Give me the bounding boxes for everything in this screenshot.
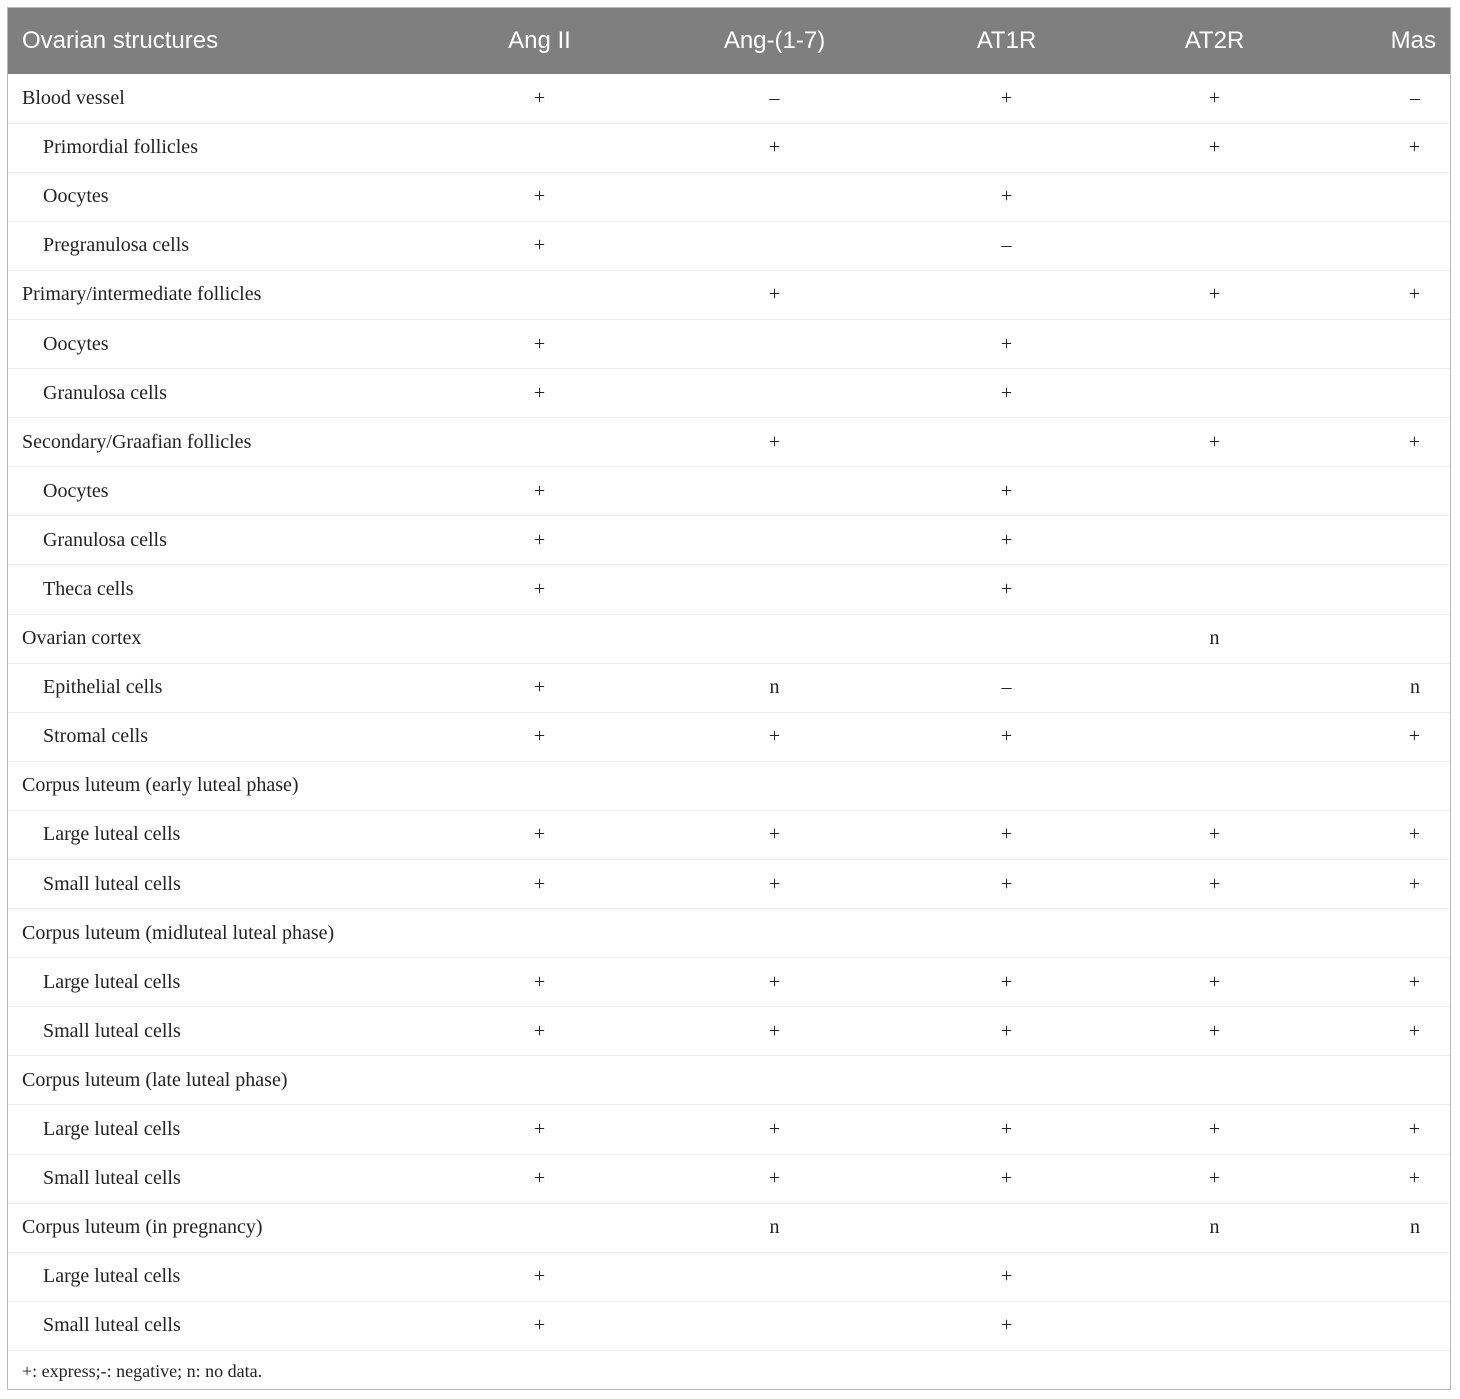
cell-ang-ii — [422, 1203, 657, 1252]
cell-ang-ii: + — [533, 1265, 546, 1288]
cell-at2r — [1121, 565, 1308, 614]
cell-ang-ii: + — [533, 725, 546, 748]
header-mas: Mas — [1390, 27, 1436, 54]
cell-at2r: + — [1208, 872, 1221, 895]
cell-at1r — [892, 1056, 1121, 1105]
cell-at2r: n — [1209, 1216, 1220, 1239]
cell-at2r: + — [1208, 1167, 1221, 1190]
table-row — [8, 565, 1450, 614]
cell-ang-1-7: + — [768, 430, 781, 453]
table-row — [8, 860, 1450, 909]
cell-at1r: + — [1000, 479, 1013, 502]
row-label: Stromal cells — [43, 725, 148, 748]
cell-at1r: + — [1000, 970, 1013, 993]
row-label: Primordial follicles — [43, 136, 198, 159]
cell-at2r — [1121, 221, 1308, 270]
header-ang-1-7: Ang-(1-7) — [723, 27, 826, 54]
table-row — [8, 614, 1450, 663]
table-row — [8, 1252, 1450, 1301]
cell-ang-ii: + — [533, 1118, 546, 1141]
cell-at2r — [1121, 1252, 1308, 1301]
cell-ang-ii: + — [533, 381, 546, 404]
cell-at1r: + — [1000, 332, 1013, 355]
cell-ang-ii: + — [533, 676, 546, 699]
row-label: Secondary/Graafian follicles — [22, 430, 252, 453]
row-label: Oocytes — [43, 479, 109, 502]
cell-at2r — [1121, 663, 1308, 712]
cell-ang-ii: + — [533, 823, 546, 846]
table-row — [8, 1203, 1450, 1252]
table-row — [8, 761, 1450, 810]
cell-ang-ii — [422, 418, 657, 467]
header-at1r: AT1R — [976, 27, 1037, 54]
cell-at2r — [1121, 369, 1308, 418]
cell-at2r: + — [1208, 136, 1221, 159]
cell-mas — [1308, 909, 1450, 958]
cell-ang-1-7: + — [768, 725, 781, 748]
cell-ang-ii: + — [533, 970, 546, 993]
cell-mas: + — [1408, 136, 1420, 159]
table-row — [8, 712, 1450, 761]
cell-ang-ii: + — [533, 577, 546, 600]
header-ovarian-structures: Ovarian structures — [22, 27, 219, 54]
cell-mas: + — [1408, 283, 1420, 306]
cell-at1r: + — [1000, 823, 1013, 846]
cell-mas — [1308, 319, 1450, 368]
table-row — [8, 1154, 1450, 1203]
table-row — [8, 418, 1450, 467]
row-label: Granulosa cells — [43, 381, 167, 404]
cell-ang-1-7 — [657, 1056, 892, 1105]
cell-ang-ii: + — [533, 332, 546, 355]
table-row — [8, 1301, 1450, 1350]
table-row — [8, 74, 1450, 123]
cell-ang-1-7 — [657, 761, 892, 810]
cell-at2r — [1121, 319, 1308, 368]
cell-at1r: + — [1000, 1167, 1013, 1190]
cell-at1r — [892, 614, 1121, 663]
cell-ang-ii: + — [533, 528, 546, 551]
table-row — [8, 123, 1450, 172]
cell-mas: + — [1408, 1019, 1420, 1042]
cell-at1r: + — [1000, 185, 1013, 208]
table-row — [8, 1105, 1450, 1154]
row-label: Corpus luteum (midluteal luteal phase) — [22, 921, 335, 944]
cell-ang-1-7: + — [768, 136, 781, 159]
cell-at1r: – — [1001, 676, 1012, 699]
row-label: Granulosa cells — [43, 528, 167, 551]
header-ang-ii: Ang II — [508, 27, 571, 54]
table-row — [8, 172, 1450, 221]
cell-ang-1-7 — [657, 369, 892, 418]
cell-mas — [1308, 1056, 1450, 1105]
cell-at2r — [1121, 712, 1308, 761]
cell-ang-ii: + — [533, 1167, 546, 1190]
cell-ang-ii — [422, 1056, 657, 1105]
table-frame — [7, 7, 1451, 1390]
table-row — [8, 516, 1450, 565]
cell-at2r — [1121, 761, 1308, 810]
cell-at1r — [892, 1203, 1121, 1252]
cell-at2r: + — [1208, 823, 1221, 846]
row-label: Pregranulosa cells — [43, 234, 190, 257]
cell-ang-ii: + — [533, 234, 546, 257]
cell-mas — [1308, 369, 1450, 418]
cell-mas: + — [1408, 1118, 1420, 1141]
cell-ang-1-7 — [657, 516, 892, 565]
cell-ang-1-7: n — [769, 1216, 780, 1239]
row-label: Large luteal cells — [43, 1118, 181, 1141]
cell-mas — [1308, 761, 1450, 810]
cell-mas: + — [1408, 1167, 1420, 1190]
table-row — [8, 1007, 1450, 1056]
row-label: Oocytes — [43, 185, 109, 208]
cell-mas: n — [1410, 1216, 1420, 1239]
cell-at2r — [1121, 909, 1308, 958]
table-row — [8, 810, 1450, 859]
cell-mas: + — [1408, 725, 1420, 748]
cell-at2r — [1121, 172, 1308, 221]
cell-at1r: + — [1000, 872, 1013, 895]
cell-ang-1-7 — [657, 172, 892, 221]
cell-mas — [1308, 516, 1450, 565]
cell-mas — [1308, 614, 1450, 663]
cell-mas: n — [1410, 676, 1420, 699]
cell-mas: + — [1408, 872, 1420, 895]
cell-ang-1-7 — [657, 221, 892, 270]
cell-at1r: + — [1000, 528, 1013, 551]
cell-at1r: + — [1000, 1019, 1013, 1042]
table-row — [8, 1056, 1450, 1105]
cell-mas — [1308, 467, 1450, 516]
cell-ang-ii: + — [533, 1019, 546, 1042]
cell-ang-1-7 — [657, 909, 892, 958]
row-label: Blood vessel — [22, 86, 125, 109]
row-label: Small luteal cells — [43, 872, 181, 895]
row-label: Oocytes — [43, 332, 109, 355]
cell-mas — [1308, 1252, 1450, 1301]
row-label: Large luteal cells — [43, 1265, 181, 1288]
cell-ang-1-7: + — [768, 283, 781, 306]
cell-at1r: + — [1000, 86, 1013, 109]
cell-ang-ii: + — [533, 86, 546, 109]
row-label: Corpus luteum (early luteal phase) — [22, 774, 299, 797]
cell-at2r: + — [1208, 970, 1221, 993]
cell-at1r: + — [1000, 577, 1013, 600]
cell-at2r: n — [1209, 627, 1220, 650]
cell-at1r: + — [1000, 1314, 1013, 1337]
cell-ang-1-7: + — [768, 1118, 781, 1141]
row-label: Small luteal cells — [43, 1019, 181, 1042]
cell-at2r — [1121, 516, 1308, 565]
cell-at1r — [892, 418, 1121, 467]
cell-ang-ii — [422, 614, 657, 663]
cell-mas — [1308, 221, 1450, 270]
cell-at1r — [892, 123, 1121, 172]
cell-ang-1-7 — [657, 565, 892, 614]
row-label: Large luteal cells — [43, 970, 181, 993]
cell-at2r: + — [1208, 283, 1221, 306]
header-row — [8, 8, 1450, 74]
cell-ang-1-7 — [657, 614, 892, 663]
cell-mas — [1308, 1301, 1450, 1350]
row-label: Epithelial cells — [43, 676, 163, 699]
row-label: Theca cells — [43, 577, 134, 600]
cell-mas — [1308, 172, 1450, 221]
cell-at2r — [1121, 1301, 1308, 1350]
cell-ang-ii — [422, 761, 657, 810]
row-label: Small luteal cells — [43, 1314, 181, 1337]
cell-at1r: – — [1001, 234, 1012, 257]
cell-at1r — [892, 761, 1121, 810]
cell-ang-ii — [422, 909, 657, 958]
cell-ang-1-7: + — [768, 1167, 781, 1190]
cell-ang-1-7 — [657, 467, 892, 516]
row-label: Corpus luteum (late luteal phase) — [22, 1068, 288, 1091]
cell-at1r: + — [1000, 381, 1013, 404]
cell-at1r: + — [1000, 725, 1013, 748]
cell-ang-1-7: – — [769, 86, 780, 109]
cell-ang-1-7: + — [768, 1019, 781, 1042]
cell-mas — [1308, 565, 1450, 614]
cell-ang-ii: + — [533, 185, 546, 208]
table-row — [8, 909, 1450, 958]
table-row — [8, 467, 1450, 516]
cell-mas: + — [1408, 823, 1420, 846]
cell-ang-1-7: n — [769, 676, 780, 699]
header-at2r: AT2R — [1184, 27, 1245, 54]
cell-ang-1-7 — [657, 1301, 892, 1350]
table-row — [8, 270, 1450, 319]
table-row — [8, 221, 1450, 270]
table-row — [8, 319, 1450, 368]
table-row — [8, 958, 1450, 1007]
cell-mas: + — [1408, 970, 1420, 993]
table-body — [8, 74, 1450, 1350]
cell-ang-ii: + — [533, 1314, 546, 1337]
cell-at2r: + — [1208, 1118, 1221, 1141]
table-row — [8, 369, 1450, 418]
cell-ang-1-7 — [657, 319, 892, 368]
cell-ang-1-7 — [657, 1252, 892, 1301]
row-label: Corpus luteum (in pregnancy) — [22, 1216, 263, 1239]
cell-mas: – — [1410, 86, 1420, 109]
row-label: Primary/intermediate follicles — [22, 283, 262, 306]
cell-ang-1-7: + — [768, 970, 781, 993]
row-label: Small luteal cells — [43, 1167, 181, 1190]
cell-ang-ii: + — [533, 872, 546, 895]
cell-ang-ii — [422, 270, 657, 319]
cell-at1r: + — [1000, 1265, 1013, 1288]
cell-at2r: + — [1208, 86, 1221, 109]
table-footnote: +: express;-: negative; n: no data. — [22, 1360, 263, 1381]
cell-ang-1-7: + — [768, 823, 781, 846]
row-label: Large luteal cells — [43, 823, 181, 846]
cell-at1r — [892, 909, 1121, 958]
expression-table — [8, 8, 1450, 1351]
cell-at2r — [1121, 1056, 1308, 1105]
cell-at2r — [1121, 467, 1308, 516]
cell-mas: + — [1408, 430, 1420, 453]
cell-ang-ii — [422, 123, 657, 172]
table-header — [8, 8, 1450, 74]
cell-at1r — [892, 270, 1121, 319]
cell-at2r: + — [1208, 430, 1221, 453]
cell-at2r: + — [1208, 1019, 1221, 1042]
cell-at1r: + — [1000, 1118, 1013, 1141]
cell-ang-1-7: + — [768, 872, 781, 895]
cell-ang-ii: + — [533, 479, 546, 502]
row-label: Ovarian cortex — [22, 627, 142, 650]
table-row — [8, 663, 1450, 712]
